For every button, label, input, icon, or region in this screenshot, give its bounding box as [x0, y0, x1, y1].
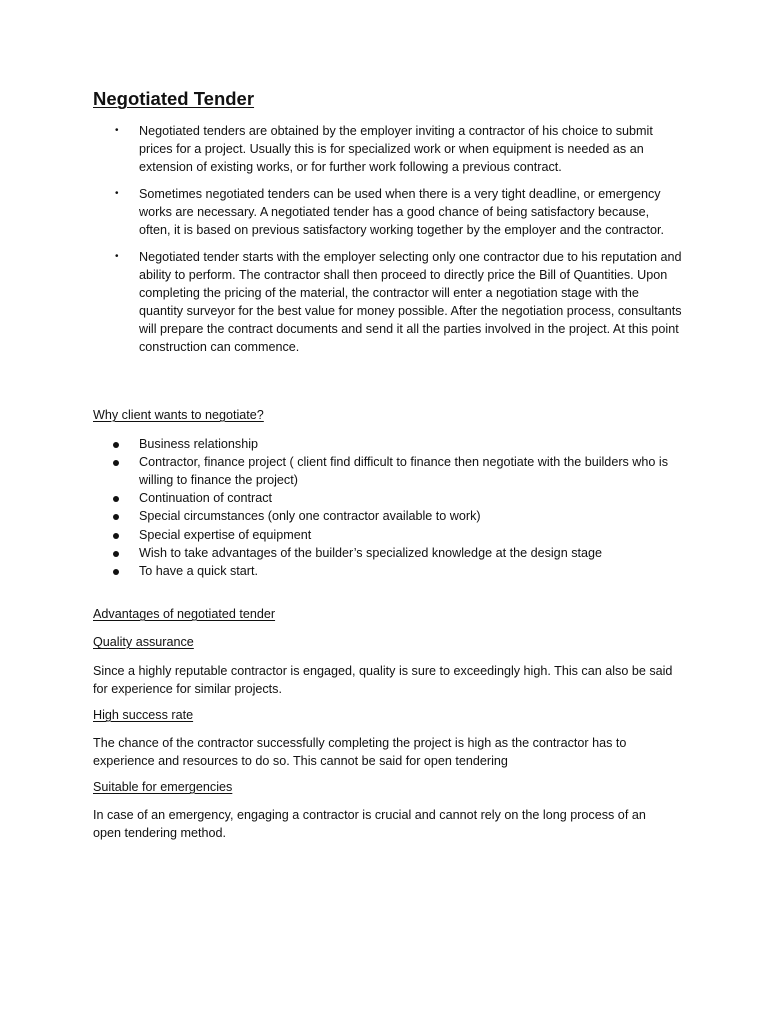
reason-text: Wish to take advantages of the builder’s specialized knowledge at the design stage [139, 545, 602, 560]
list-item [93, 545, 683, 563]
list-item [93, 454, 683, 489]
why-heading: Why client wants to negotiate? [93, 408, 264, 422]
reason-text: To have a quick start. [139, 564, 259, 579]
bullet-icon [113, 442, 119, 448]
high-success-rate-text: The chance of the contractor successfully completing the project is high as the contractor has to experience and resources to do so. This cannot be said for open tendering [93, 736, 627, 768]
reason-text: Continuation of contract [139, 491, 273, 506]
list-item [93, 436, 683, 454]
quality-assurance-heading: Quality assurance [93, 635, 194, 649]
list-item [93, 563, 683, 581]
bullet-icon [113, 551, 119, 557]
bullet-icon [113, 460, 119, 466]
bullet-icon [113, 514, 119, 520]
bullet-icon: • [115, 125, 119, 136]
list-item [93, 248, 683, 356]
intro-paragraph-list [93, 122, 683, 356]
page-title: Negotiated Tender [93, 88, 255, 109]
paragraph-text: Negotiated tender starts with the employer selecting only one contractor due to his reputation and ability to perform. The contractor shall then proceed to directly price the Bill of Quantities. Upon completing the pricing of the material, the contractor will enter a negotiation stage with the quantity surveyor for the best value for money possible. After the negotiation process, consultants will prepare the contract documents and send it all the parties involved in the project. At this point construction can commence. [139, 250, 682, 354]
reason-text: Contractor, finance project ( client find difficult to finance then negotiate with the builders who is willing to finance the project) [139, 455, 669, 487]
bullet-icon [113, 569, 119, 575]
paragraph-text: Sometimes negotiated tenders can be used when there is a very tight deadline, or emergency works are necessary. A negotiated tender has a good chance of being satisfactory because, often, it is based on previous satisfactory working together by the employer and the contractor. [139, 187, 665, 237]
bullet-icon: • [115, 251, 119, 262]
suitable-for-emergencies-heading: Suitable for emergencies [93, 780, 233, 794]
list-item [93, 527, 683, 545]
reason-list [93, 436, 683, 582]
reason-text: Special circumstances (only one contractor available to work) [139, 509, 481, 524]
reason-text: Business relationship [139, 437, 259, 451]
advantages-heading: Advantages of negotiated tender [93, 607, 276, 621]
list-item [93, 185, 683, 239]
bullet-icon [113, 533, 119, 539]
bullet-icon [113, 496, 119, 502]
high-success-rate-heading: High success rate [93, 708, 194, 722]
list-item [93, 508, 683, 526]
suitable-for-emergencies-text: In case of an emergency, engaging a contractor is crucial and cannot rely on the long process of an open tendering method. [93, 808, 646, 840]
bullet-icon: • [115, 188, 119, 199]
paragraph-text: Negotiated tenders are obtained by the employer inviting a contractor of his choice to submit prices for a project. Usually this is for specialized work or when equipment is needed as an extension of existing works, or for further work following a previous contract. [139, 124, 653, 174]
list-item [93, 490, 683, 508]
quality-assurance-text: Since a highly reputable contractor is engaged, quality is sure to exceedingly high. This can also be said for experience for similar projects. [93, 664, 673, 696]
reason-text: Special expertise of equipment [139, 527, 312, 542]
list-item [93, 122, 683, 176]
